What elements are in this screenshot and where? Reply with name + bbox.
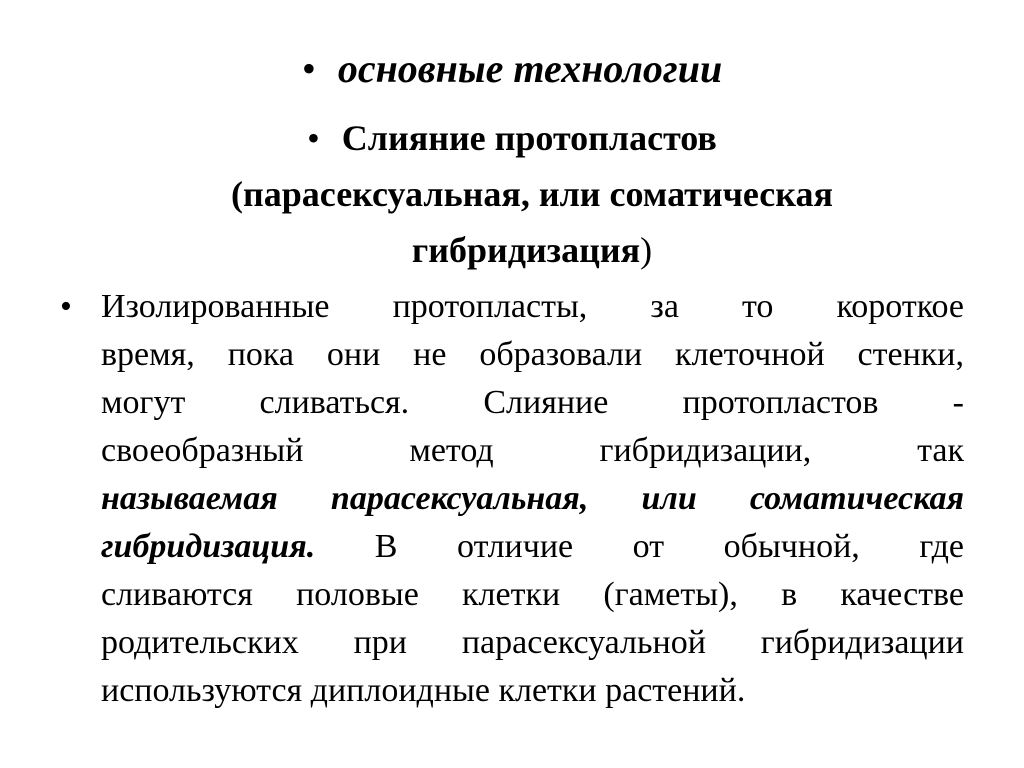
bullet-icon: • <box>307 118 320 158</box>
bullet-icon: • <box>301 46 316 91</box>
body-line-6-rest: В отличие от обычной, где <box>315 528 964 565</box>
body-line-1: Изолированные протопласты, за то короткое <box>101 288 964 325</box>
body-line-6 <box>101 523 964 571</box>
heading2-line-1 <box>0 110 1024 166</box>
body-line-3: могут сливаться. Слияние протопластов - <box>101 384 964 421</box>
body-line-4: своеобразный метод гибридизации, так <box>101 432 964 469</box>
heading2-text-3: гибридизация <box>411 230 641 270</box>
heading2-line-3 <box>0 222 1024 278</box>
body-line-9: используются диплоидные клетки растений. <box>101 672 746 709</box>
heading-main-technologies <box>0 40 1024 98</box>
body-line-8: родительских при парасексуальной гибридизации <box>101 624 964 661</box>
body-line-5: называемая парасексуальная, или соматическая <box>101 480 964 517</box>
body-line-7: сливаются половые клетки (гаметы), в качестве <box>101 576 964 613</box>
heading2-line-2: (парасексуальная, или соматическая <box>231 174 833 214</box>
body-paragraph <box>101 283 964 715</box>
bullet-icon: • <box>60 288 72 325</box>
heading-protoplast-fusion <box>0 110 1024 278</box>
body-line-2: время, пока они не образовали клеточной стенки, <box>101 336 964 373</box>
closing-paren: ) <box>640 230 653 270</box>
heading2-text-1: Слияние протопластов <box>341 118 717 158</box>
heading-text: основные технологии <box>337 46 723 91</box>
emphasis-text: гибридизация. <box>101 528 316 565</box>
